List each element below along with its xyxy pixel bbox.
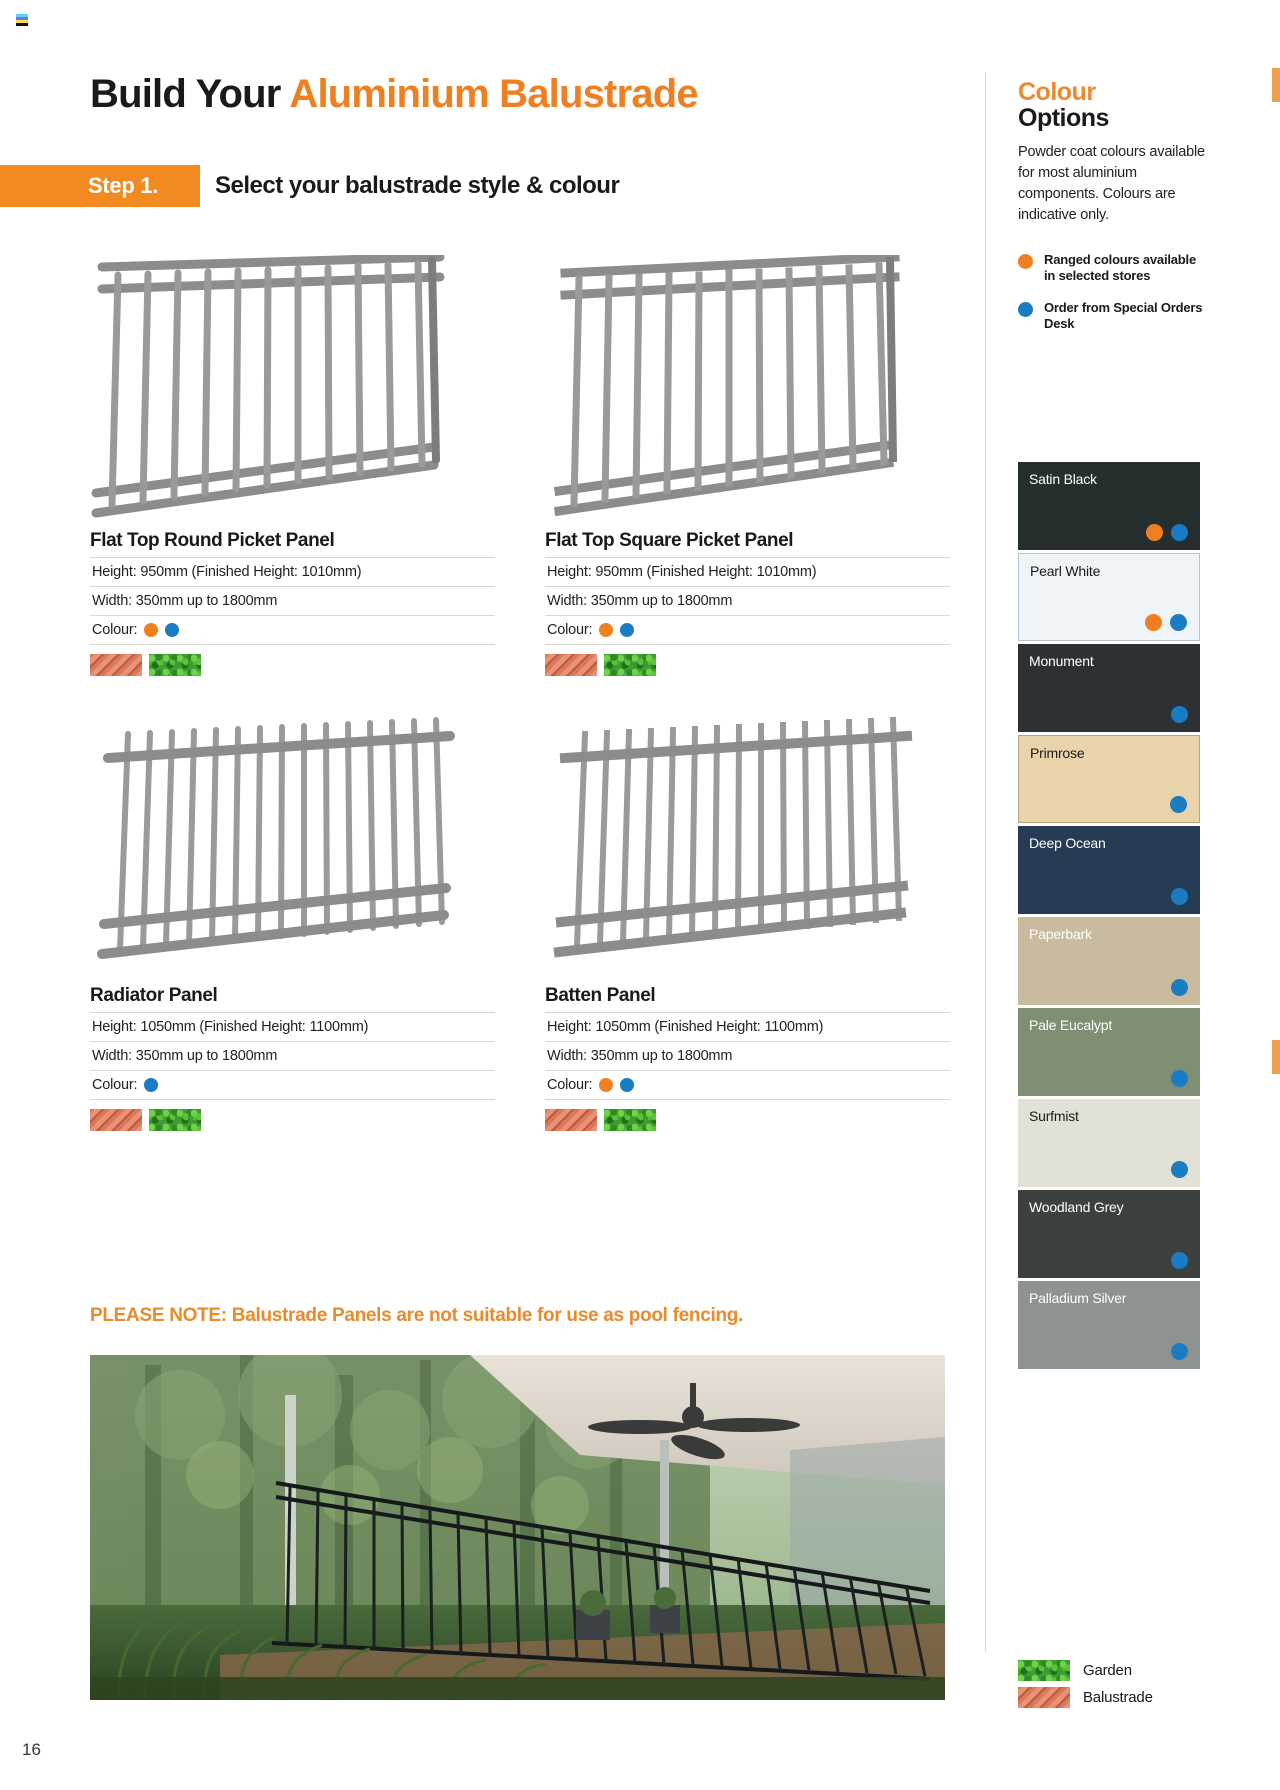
sidebar-divider <box>985 72 986 1652</box>
product-height: Height: 950mm (Finished Height: 1010mm) <box>545 557 950 586</box>
colour-name: Pale Eucalypt <box>1029 1017 1113 1033</box>
availability-marks <box>1171 979 1188 996</box>
product-colour-row <box>90 615 495 645</box>
colour-swatch-monument[interactable] <box>1018 644 1200 732</box>
product-colour-label: Colour: <box>547 1077 593 1093</box>
product-colour-row <box>545 615 950 645</box>
availability-marks <box>1171 706 1188 723</box>
balustrade-swatch-icon <box>1018 1687 1070 1708</box>
product-card-radiator[interactable] <box>90 710 495 1131</box>
product-grid <box>90 255 950 1131</box>
ranged-colour-dot <box>144 623 158 637</box>
colour-name: Paperbark <box>1029 926 1092 942</box>
sidebar-heading: Options <box>1018 104 1109 132</box>
balustrade-swatch-icon <box>90 1109 142 1131</box>
product-usage-swatches <box>90 654 495 676</box>
availability-marks <box>1171 1161 1188 1178</box>
colour-swatch-list <box>1018 462 1200 1372</box>
special-order-dot <box>1171 706 1188 723</box>
product-usage-swatches <box>545 1109 950 1131</box>
special-order-dot <box>1171 524 1188 541</box>
product-usage-swatches <box>545 654 950 676</box>
product-colour-label: Colour: <box>92 1077 138 1093</box>
sidebar-description: Powder coat colours available for most aluminium components. Colours are indicative only. <box>1018 144 1205 224</box>
colour-name: Woodland Grey <box>1029 1199 1124 1215</box>
colour-swatch-deep-ocean[interactable] <box>1018 826 1200 914</box>
product-row-2 <box>90 710 950 1131</box>
special-order-dot <box>144 1078 158 1092</box>
key-label: Garden <box>1083 1662 1132 1679</box>
special-order-dot <box>1171 888 1188 905</box>
product-usage-swatches <box>90 1109 495 1131</box>
product-card-batten[interactable] <box>545 710 950 1131</box>
step-instruction: Select your balustrade style & colour <box>215 172 620 199</box>
product-colour-label: Colour: <box>92 622 138 638</box>
product-width: Width: 350mm up to 1800mm <box>545 586 950 615</box>
special-order-dot <box>1171 1343 1188 1360</box>
usage-key-legend <box>1018 1660 1153 1714</box>
sidebar-heading-accent: Colour <box>1018 78 1096 106</box>
colour-swatch-satin-black[interactable] <box>1018 462 1200 550</box>
special-order-dot <box>1018 302 1033 317</box>
special-order-dot <box>620 623 634 637</box>
edge-tab-top <box>1272 68 1280 102</box>
colour-name: Monument <box>1029 653 1094 669</box>
colour-options-sidebar <box>1018 78 1208 347</box>
special-order-dot <box>165 623 179 637</box>
product-colour-label: Colour: <box>547 622 593 638</box>
ranged-colour-dot <box>1146 524 1163 541</box>
balustrade-swatch-icon <box>90 654 142 676</box>
availability-marks <box>1171 888 1188 905</box>
legend-label: Order from Special Orders Desk <box>1044 299 1203 331</box>
colour-swatch-primrose[interactable] <box>1018 735 1200 823</box>
ranged-colour-dot <box>1145 614 1162 631</box>
product-card-round-picket[interactable] <box>90 255 495 676</box>
product-colour-row <box>90 1070 495 1100</box>
product-card-square-picket[interactable] <box>545 255 950 676</box>
availability-marks <box>1171 1070 1188 1087</box>
colour-swatch-surfmist[interactable] <box>1018 1099 1200 1187</box>
colour-swatch-pearl-white[interactable] <box>1018 553 1200 641</box>
page-title-accent: Aluminium Balustrade <box>289 72 698 116</box>
availability-marks <box>1146 524 1188 541</box>
product-image-radiator <box>90 710 495 985</box>
colour-name: Deep Ocean <box>1029 835 1106 851</box>
special-order-dot <box>1171 1070 1188 1087</box>
special-order-dot <box>1171 979 1188 996</box>
availability-marks <box>1171 1252 1188 1269</box>
page-title <box>90 72 950 116</box>
balustrade-swatch-icon <box>545 1109 597 1131</box>
colour-swatch-woodland-grey[interactable] <box>1018 1190 1200 1278</box>
product-name: Batten Panel <box>545 985 656 1006</box>
colour-name: Palladium Silver <box>1029 1290 1127 1306</box>
product-height: Height: 1050mm (Finished Height: 1100mm) <box>545 1012 950 1041</box>
product-width: Width: 350mm up to 1800mm <box>90 1041 495 1070</box>
availability-marks <box>1145 614 1187 631</box>
key-balustrade <box>1018 1687 1153 1708</box>
legend-item-special-order <box>1018 300 1208 333</box>
edge-tab-bottom <box>1272 1040 1280 1074</box>
garden-swatch-icon <box>1018 1660 1070 1681</box>
step-badge: Step 1. <box>0 165 200 207</box>
colour-availability-legend <box>1018 252 1208 332</box>
special-order-dot <box>1170 796 1187 813</box>
product-name: Radiator Panel <box>90 985 218 1006</box>
availability-marks <box>1171 1343 1188 1360</box>
garden-swatch-icon <box>604 1109 656 1131</box>
product-image-square-picket <box>545 255 950 530</box>
colour-swatch-palladium-silver[interactable] <box>1018 1281 1200 1369</box>
special-order-dot <box>1171 1252 1188 1269</box>
garden-swatch-icon <box>149 654 201 676</box>
page-header <box>90 72 950 116</box>
garden-swatch-icon <box>604 654 656 676</box>
product-name: Flat Top Round Picket Panel <box>90 530 335 551</box>
colour-name: Primrose <box>1030 745 1085 761</box>
lifestyle-photo <box>90 1355 945 1700</box>
step-row <box>0 165 960 207</box>
colour-swatch-pale-eucalypt[interactable] <box>1018 1008 1200 1096</box>
key-label: Balustrade <box>1083 1689 1153 1706</box>
legend-label: Ranged colours available in selected stores <box>1044 252 1196 284</box>
colour-name: Surfmist <box>1029 1108 1079 1124</box>
product-image-batten <box>545 710 950 985</box>
product-width: Width: 350mm up to 1800mm <box>545 1041 950 1070</box>
colour-name: Satin Black <box>1029 471 1097 487</box>
registration-mark-icon <box>16 14 28 26</box>
product-colour-row <box>545 1070 950 1100</box>
key-garden <box>1018 1660 1153 1681</box>
product-height: Height: 950mm (Finished Height: 1010mm) <box>90 557 495 586</box>
ranged-colour-dot <box>599 1078 613 1092</box>
colour-swatch-paperbark[interactable] <box>1018 917 1200 1005</box>
product-image-round-picket <box>90 255 495 530</box>
legend-item-ranged <box>1018 252 1208 285</box>
product-height: Height: 1050mm (Finished Height: 1100mm) <box>90 1012 495 1041</box>
special-order-dot <box>1170 614 1187 631</box>
balustrade-swatch-icon <box>545 654 597 676</box>
availability-marks <box>1170 796 1187 813</box>
product-name: Flat Top Square Picket Panel <box>545 530 794 551</box>
special-order-dot <box>620 1078 634 1092</box>
page-title-primary: Build Your <box>90 72 290 116</box>
page-number: 16 <box>22 1740 41 1759</box>
special-order-dot <box>1171 1161 1188 1178</box>
colour-name: Pearl White <box>1030 563 1101 579</box>
ranged-colour-dot <box>1018 254 1033 269</box>
product-row-1 <box>90 255 950 676</box>
product-width: Width: 350mm up to 1800mm <box>90 586 495 615</box>
pool-fencing-note: PLEASE NOTE: Balustrade Panels are not suitable for use as pool fencing. <box>90 1305 744 1326</box>
ranged-colour-dot <box>599 623 613 637</box>
garden-swatch-icon <box>149 1109 201 1131</box>
